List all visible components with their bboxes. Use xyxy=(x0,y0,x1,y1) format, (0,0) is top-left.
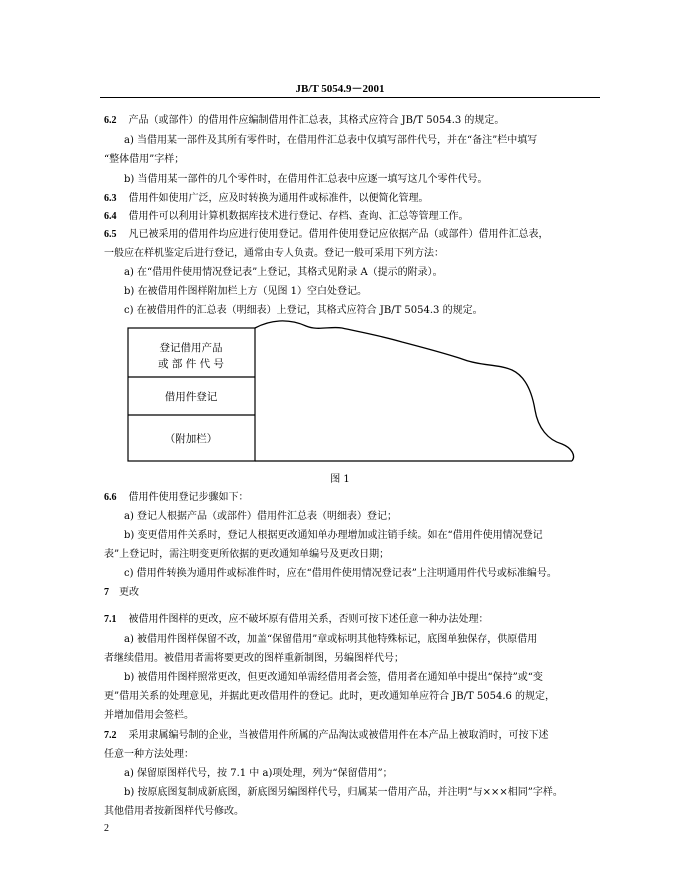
clause-text: 采用隶属编号制的企业，当被借用件所属的产品淘汰或被借用件在本产品上被取消时，可按下述 xyxy=(128,730,549,741)
clause-6-5-b: b) 在被借用件图样附加栏上方（见图 1）空白处登记。 xyxy=(124,286,368,297)
clause-number: 6.6 xyxy=(104,492,117,503)
cell-1-line-2: 或 部 件 代 号 xyxy=(158,358,224,370)
clause-6-5 xyxy=(104,228,600,242)
clause-6-2 xyxy=(104,114,600,128)
clause-7-2-a: a) 保留原图样代号，按 7.1 中 a)项处理，列为“保留借用”； xyxy=(124,768,393,779)
clause-6-6-a: a) 登记人根据产品（或部件）借用件汇总表（明细表）登记； xyxy=(124,511,398,522)
clause-6-6 xyxy=(104,491,600,505)
clause-7-1-a-line1: a) 被借用件图样保留不改，加盖“保留借用”章或标明其他特殊标记，底图单独保存，供原借用 xyxy=(124,634,538,645)
clause-6-5-line2: 一般应在样机鉴定后进行登记，通常由专人负责。登记一般可采用下列方法： xyxy=(104,248,444,259)
clause-number: 6.5 xyxy=(104,229,117,240)
clause-6-5-a: a) 在“借用件使用情况登记表”上登记，其格式见附录 A（提示的附录）。 xyxy=(124,267,443,278)
clause-text: 借用件使用登记步骤如下： xyxy=(128,492,249,503)
clause-6-2-b: b) 当借用某一部件的几个零件时，在借用件汇总表中应逐一填写这几个零件代号。 xyxy=(124,174,488,185)
section-title: 更改 xyxy=(119,587,139,598)
clause-number: 6.3 xyxy=(104,193,117,204)
clause-6-2-a-line2: “整体借用”字样； xyxy=(104,154,185,165)
clause-7-2 xyxy=(104,729,600,743)
cell-1-line-1: 登记借用产品 xyxy=(159,342,223,354)
clause-number: 7.2 xyxy=(104,730,117,741)
clause-7-1-b-line2: 更”借用关系的处理意见，并据此更改借用件的登记。此时，更改通知单应符合 JB/T 5054.6 的规定， xyxy=(104,691,556,702)
clause-7-2-line2: 任意一种方法处理： xyxy=(104,749,194,760)
header-rule xyxy=(100,97,600,98)
clause-7-1-b-line3: 并增加借用会签栏。 xyxy=(104,710,194,721)
clause-text: 借用件可以利用计算机数据库技术进行登记、存档、查询、汇总等管理工作。 xyxy=(128,211,469,222)
page-number: 2 xyxy=(104,823,109,834)
cell-3-label: （附加栏） xyxy=(164,433,218,445)
clause-7-2-b-line2: 其他借用者按新图样代号修改。 xyxy=(104,806,244,817)
clause-number: 6.4 xyxy=(104,211,117,222)
clause-number: 7.1 xyxy=(104,614,117,625)
clause-number: 6.2 xyxy=(104,115,117,126)
clause-6-6-c: c) 借用件转换为通用件或标准件时，应在“借用件使用情况登记表”上注明通用件代号或标准编号。 xyxy=(124,568,557,579)
clause-6-2-a-line1: a) 当借用某一部件及其所有零件时，在借用件汇总表中仅填写部件代号，并在“备注”栏中填写 xyxy=(124,135,538,146)
clause-6-4 xyxy=(104,210,600,224)
clause-text: 被借用件图样的更改，应不破坏原有借用关系，否则可按下述任意一种办法处理： xyxy=(128,614,489,625)
clause-7-2-b-line1: b) 按原底图复制成新底图，新底图另编图样代号，归属某一借用产品，并注明“与×××相同”字样。 xyxy=(124,787,563,798)
clause-7-1-a-line2: 者继续借用。被借用者需将要更改的图样重新制图，另编图样代号； xyxy=(104,653,404,664)
clause-6-6-b-line1: b) 变更借用件关系时，登记人根据更改通知单办理增加或注销手续。如在“借用件使用情况登记 xyxy=(124,530,543,541)
clause-text: 产品（或部件）的借用件应编制借用件汇总表，其格式应符合 JB/T 5054.3 的规定。 xyxy=(128,115,505,126)
figure-caption: 图 1 xyxy=(330,474,350,485)
standard-number-header: JB/T 5054.9－2001 xyxy=(295,83,385,95)
clause-text: 凡已被采用的借用件均应进行使用登记。借用件使用登记应依据产品（或部件）借用件汇总表， xyxy=(128,229,549,240)
section-number: 7 xyxy=(104,587,109,598)
clause-6-3 xyxy=(104,192,600,206)
figure-1-drawing xyxy=(120,320,590,470)
clause-7-1 xyxy=(104,613,600,627)
clause-6-6-b-line2: 表”上登记时，需注明变更所依据的更改通知单编号及更改日期； xyxy=(104,549,390,560)
clause-7-1-b-line1: b) 被借用件图样照常更改，但更改通知单需经借用者会签，借用者在通知单中提出“保持”或“变 xyxy=(124,672,543,683)
clause-6-5-c: c) 在被借用件的汇总表（明细表）上登记，其格式应符合 JB/T 5054.3 的规定。 xyxy=(124,305,483,316)
clause-text: 借用件如使用广泛，应及时转换为通用件或标准件，以便简化管理。 xyxy=(128,193,429,204)
cell-2-label: 借用件登记 xyxy=(164,391,218,403)
break-line xyxy=(255,321,574,461)
section-7-heading xyxy=(104,586,139,600)
